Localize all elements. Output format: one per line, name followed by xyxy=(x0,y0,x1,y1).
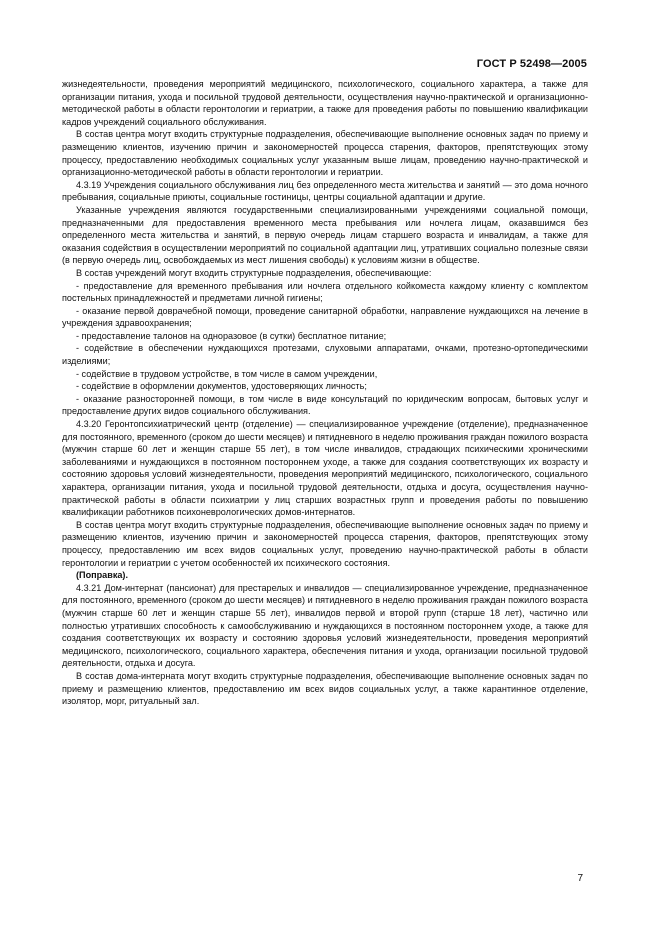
document-body xyxy=(62,78,588,708)
paragraph: 4.3.21 Дом-интернат (пансионат) для престарелых и инвалидов — специализированное учреждение, предназначенное для постоянного, временного (сроком до шести месяцев) и пятидневного в неделю проживания граждан пожилого возраста (мужчин старше 60 лет и женщин старше 55 лет), инвалидов первой и второй групп (старше 18 лет), частично или полностью утративших способность к самообслуживанию и нуждающихся в постоянном постороннем уходе, а также для создания соответствующих их возрасту и состоянию здоровья условий жизнедеятельности, проведения мероприятий медицинского, психологического, социального характера, обеспечения питания и ухода, организации посильной трудовой деятельности, отдыха и досуга. xyxy=(62,582,588,669)
paragraph: В состав центра могут входить структурные подразделения, обеспечивающие выполнение основных задач по приему и размещению клиентов, изучению причин и закономерностей процесса старения, факторов, препятствующих этому процессу, предоставлению необходимых социальных услуг указанным выше лицам, проведению научно-практической и организационно-методической работы в области геронтологии и гериатрии. xyxy=(62,129,588,178)
paragraph: В состав дома-интерната могут входить структурные подразделения, обеспечивающие выполнение основных задач по приему и размещению клиентов, предоставлению им всех видов социальных услуг, а также карантинное отделение, изолятор, морг, ритуальный зал. xyxy=(62,670,588,707)
list-item: - предоставление для временного пребывания или ночлега отдельного койкоместа каждому клиенту с комплектом постельных принадлежностей и предметами личной гигиены; xyxy=(62,280,588,304)
paragraph: 4.3.20 Геронтопсихиатрический центр (отделение) — специализированное учреждение (отделение), предназначенное для постоянного, временного (сроком до шести месяцев) и пятидневного в неделю проживания граждан пожилого возраста (мужчин старше 60 лет и женщин старше 55 лет), в том числе инвалидов, страдающих психическими хроническими заболеваниями и нуждающихся в постоянном постороннем уходе, а также для создания соответствующих их возрасту и состоянию здоровья условий жизнедеятельности, проведения мероприятий медицинского, психологического, социального характера, организации питания, ухода и посильной трудовой деятельности, отдыха и досуга, осуществления научно-практической работы в области психиатрии у лиц старших возрастных групп и проведения работы по повышению квалификации работников психоневрологических домов-интернатов. xyxy=(62,419,588,518)
paragraph: В состав учреждений могут входить структурные подразделения, обеспечивающие: xyxy=(76,267,432,278)
list-item: - оказание первой доврачебной помощи, проведение санитарной обработки, направление нуждающихся на лечение в учреждения здравоохранения; xyxy=(62,305,588,329)
paragraph: В состав центра могут входить структурные подразделения, обеспечивающие выполнение основных задач по приему и размещению клиентов, изучению причин и закономерностей процесса старения, факторов, препятствующих этому процессу, предоставлению им всех видов социальных услуг, проведению научно-практической работы в области геронтологии и гериатрии с учетом особенностей их психического состояния. xyxy=(62,519,588,568)
list-item: - предоставление талонов на одноразовое (в сутки) бесплатное питание; xyxy=(76,330,387,341)
list-item: - содействие в оформлении документов, удостоверяющих личность; xyxy=(76,381,367,392)
paragraph: жизнедеятельности, проведения мероприятий медицинского, психологического, социального характера, а также для организации питания, ухода и посильной трудовой деятельности, осуществления научно-практической и организационно-методической работы в области геронтологии и гериатрии, а также для проведения работы по повышению квалификации кадров учреждений социального обслуживания. xyxy=(62,79,588,127)
list-item: - содействие в обеспечении нуждающихся протезами, слуховыми аппаратами, очками, протезно-ортопедическими изделиями; xyxy=(62,343,588,367)
list-item: - содействие в трудовом устройстве, в том числе в самом учреждении, xyxy=(76,368,378,379)
paragraph: Указанные учреждения являются государственными специализированными учреждениями социальной помощи, предназначенными для предоставления временного места пребывания или ночлега лицам, оказавшимся без определенного места жительства и занятий, в первую очередь лицам старшего возраста и инвалидам, а также для оказания содействия в осуществлении мероприятий по социальной адаптации лиц, утративших социально полезные связи (в первую очередь лиц, освобождаемых из мест лишения свободы) к условиям жизни в обществе. xyxy=(62,204,588,266)
list-item: - оказание разносторонней помощи, в том числе в виде консультаций по юридическим вопросам, бытовых услуг и предоставление других видов социального обслуживания. xyxy=(62,393,588,417)
document-header: ГОСТ Р 52498—2005 xyxy=(476,58,587,70)
paragraph: 4.3.19 Учреждения социального обслуживания лиц без определенного места жительства и занятий — это дома ночного пребывания, социальные приюты, социальные гостиницы, центры социальной адаптации и другие. xyxy=(62,179,588,203)
amendment-note: (Поправка). xyxy=(76,570,128,581)
page-number: 7 xyxy=(577,873,583,884)
